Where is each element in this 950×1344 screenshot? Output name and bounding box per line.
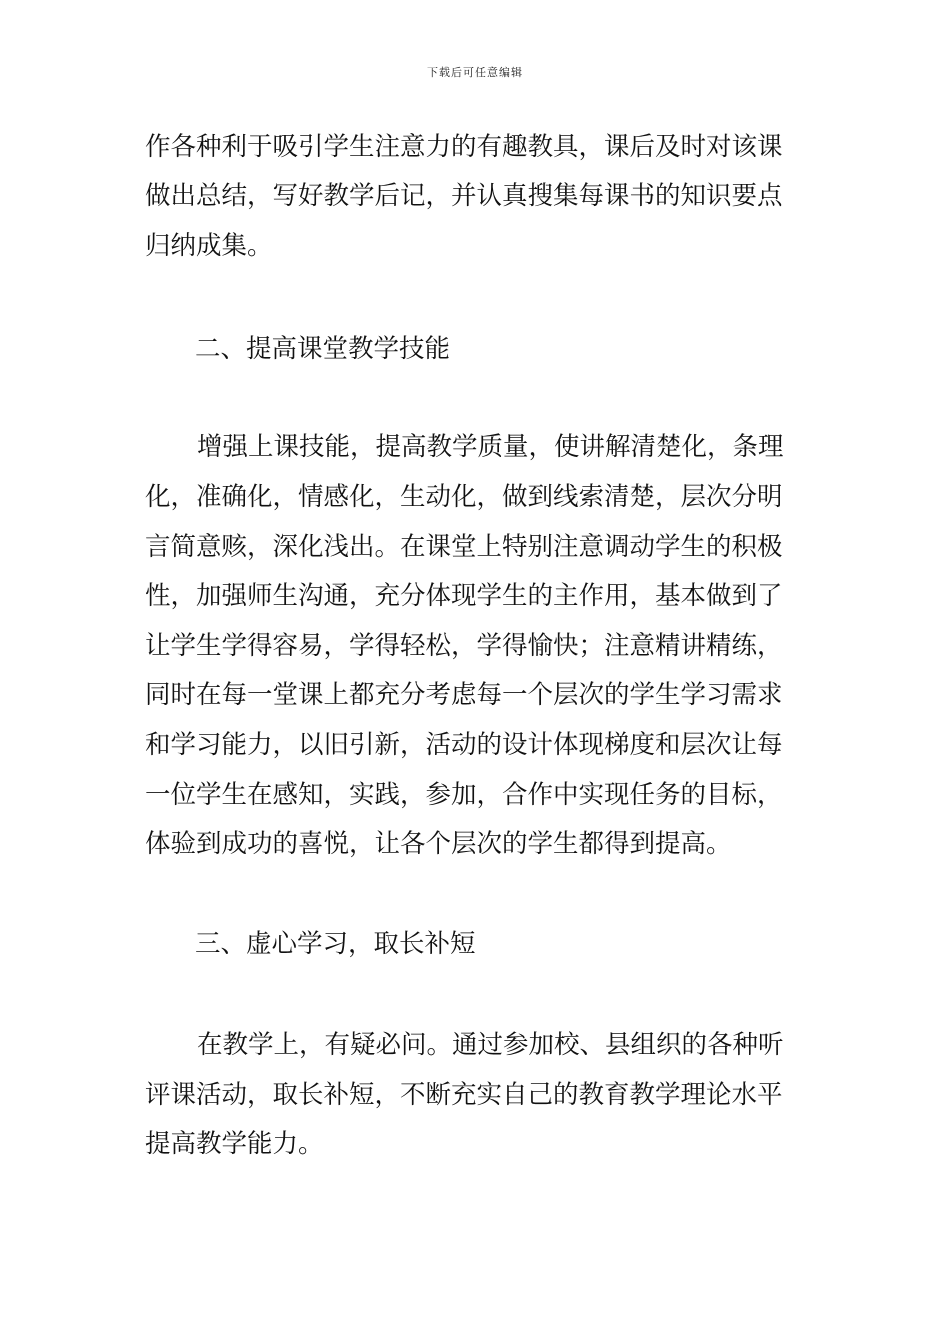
- paragraph-line: 让学生学得容易，学得轻松，学得愉快；注意精讲精练，: [145, 631, 783, 661]
- paragraph-line: 和学习能力，以旧引新，活动的设计体现梯度和层次让每: [145, 730, 783, 760]
- paragraph-line: 在教学上，有疑必问。通过参加校、县组织的各种听: [197, 1030, 784, 1060]
- paragraph-line: 评课活动，取长补短，不断充实自己的教育教学理论水平: [145, 1080, 783, 1110]
- paragraph-line: 归纳成集。: [145, 231, 273, 261]
- paragraph-line: 言简意赅，深化浅出。在课堂上特别注意调动学生的积极: [145, 532, 783, 562]
- paragraph-line: 化，准确化，情感化，生动化，做到线索清楚，层次分明: [145, 482, 783, 512]
- paragraph-line: 一位学生在感知，实践，参加，合作中实现任务的目标，: [145, 780, 783, 810]
- section-heading: 二、提高课堂教学技能: [195, 334, 451, 364]
- paragraph-line: 提高教学能力。: [145, 1129, 324, 1159]
- section-heading: 三、虚心学习，取长补短: [195, 929, 476, 959]
- paragraph-line: 性，加强师生沟通，充分体现学生的主作用，基本做到了: [145, 581, 783, 611]
- paragraph-line: 同时在每一堂课上都充分考虑每一个层次的学生学习需求: [145, 680, 783, 710]
- paragraph-line: 增强上课技能，提高教学质量，使讲解清楚化，条理: [197, 432, 784, 462]
- page-header: 下载后可任意编辑: [427, 66, 523, 79]
- paragraph-line: 做出总结，写好教学后记，并认真搜集每课书的知识要点: [145, 181, 783, 211]
- paragraph-line: 作各种利于吸引学生注意力的有趣教具，课后及时对该课: [145, 132, 783, 162]
- paragraph-line: 体验到成功的喜悦，让各个层次的学生都得到提高。: [145, 829, 732, 859]
